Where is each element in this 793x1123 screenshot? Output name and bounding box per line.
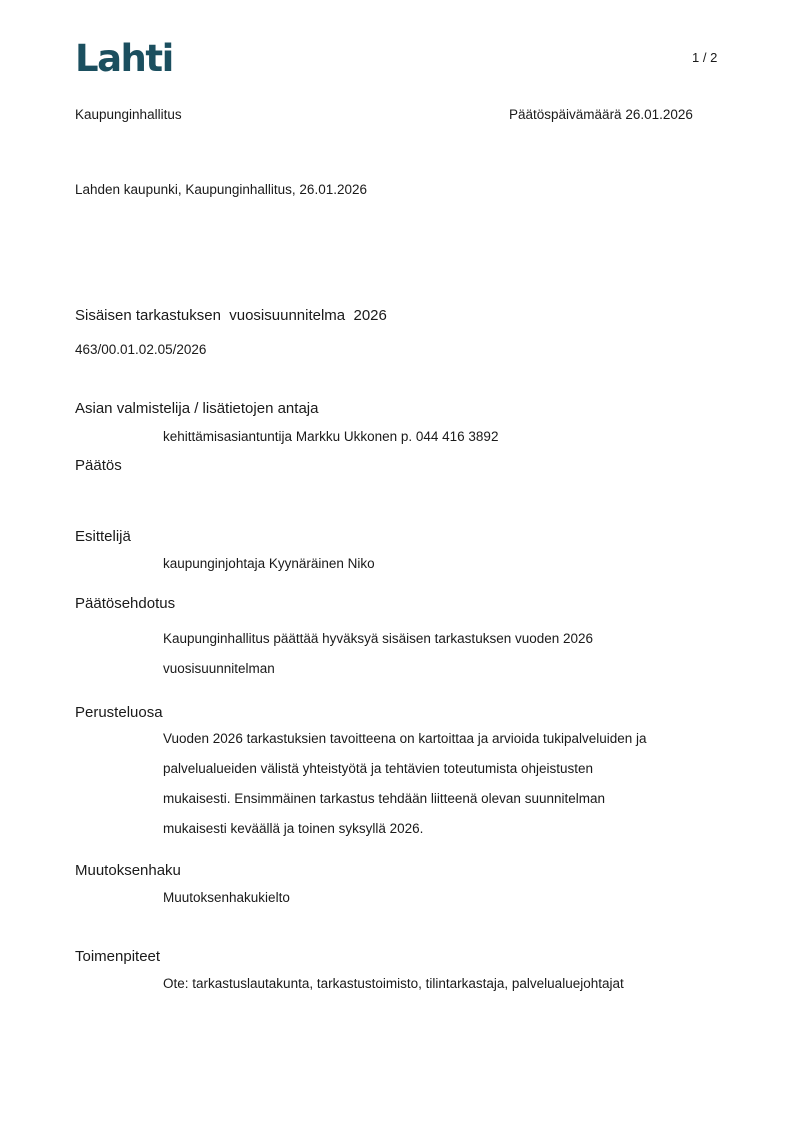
- presenter-heading: Esittelijä: [75, 528, 131, 545]
- proposal-heading: Päätösehdotus: [75, 595, 176, 612]
- paragraph-line: mukaisesti keväällä ja toinen syksyllä 2026.: [163, 821, 424, 836]
- decision-date: Päätöspäivämäärä 26.01.2026: [509, 107, 693, 122]
- preparer-value: kehittämisasiantuntija Markku Ukkonen p. 044 416 3892: [163, 429, 499, 444]
- paragraph-line: vuosisuunnitelman: [163, 661, 275, 676]
- rationale-heading: Perusteluosa: [75, 704, 163, 721]
- paragraph-line: Vuoden 2026 tarkastuksien tavoitteena on kartoittaa ja arvioida tukipalveluiden ja: [163, 731, 647, 746]
- paragraph-line: Kaupunginhallitus päättää hyväksyä sisäisen tarkastuksen vuoden 2026: [163, 631, 594, 646]
- paragraph-line: palvelualueiden välistä yhteistyötä ja tehtävien toteutumista ohjeistusten: [163, 761, 594, 776]
- logo-text: Lahti: [75, 37, 173, 80]
- appeal-value: Muutoksenhakukielto: [163, 890, 290, 905]
- actions-value: Ote: tarkastuslautakunta, tarkastustoimisto, tilintarkastaja, palvelualuejohtajat: [163, 976, 624, 991]
- record-id: 463/00.01.02.05/2026: [75, 342, 207, 357]
- presenter-value: kaupunginjohtaja Kyynäräinen Niko: [163, 556, 375, 571]
- subject-title: Sisäisen tarkastuksen vuosisuunnitelma 2026: [75, 307, 387, 324]
- meeting-line: Lahden kaupunki, Kaupunginhallitus, 26.01.2026: [75, 182, 367, 197]
- paragraph-line: mukaisesti. Ensimmäinen tarkastus tehdään liitteenä olevan suunnitelman: [163, 791, 605, 806]
- actions-heading: Toimenpiteet: [75, 948, 161, 965]
- rationale-paragraph: [163, 724, 733, 844]
- lahti-logo: [75, 37, 173, 80]
- appeal-heading: Muutoksenhaku: [75, 862, 181, 879]
- page-number: 1 / 2: [692, 50, 718, 65]
- proposal-paragraph: [163, 624, 733, 684]
- decision-heading: Päätös: [75, 457, 122, 474]
- organ-name: Kaupunginhallitus: [75, 107, 182, 122]
- preparer-heading: Asian valmistelija / lisätietojen antaja: [75, 400, 319, 417]
